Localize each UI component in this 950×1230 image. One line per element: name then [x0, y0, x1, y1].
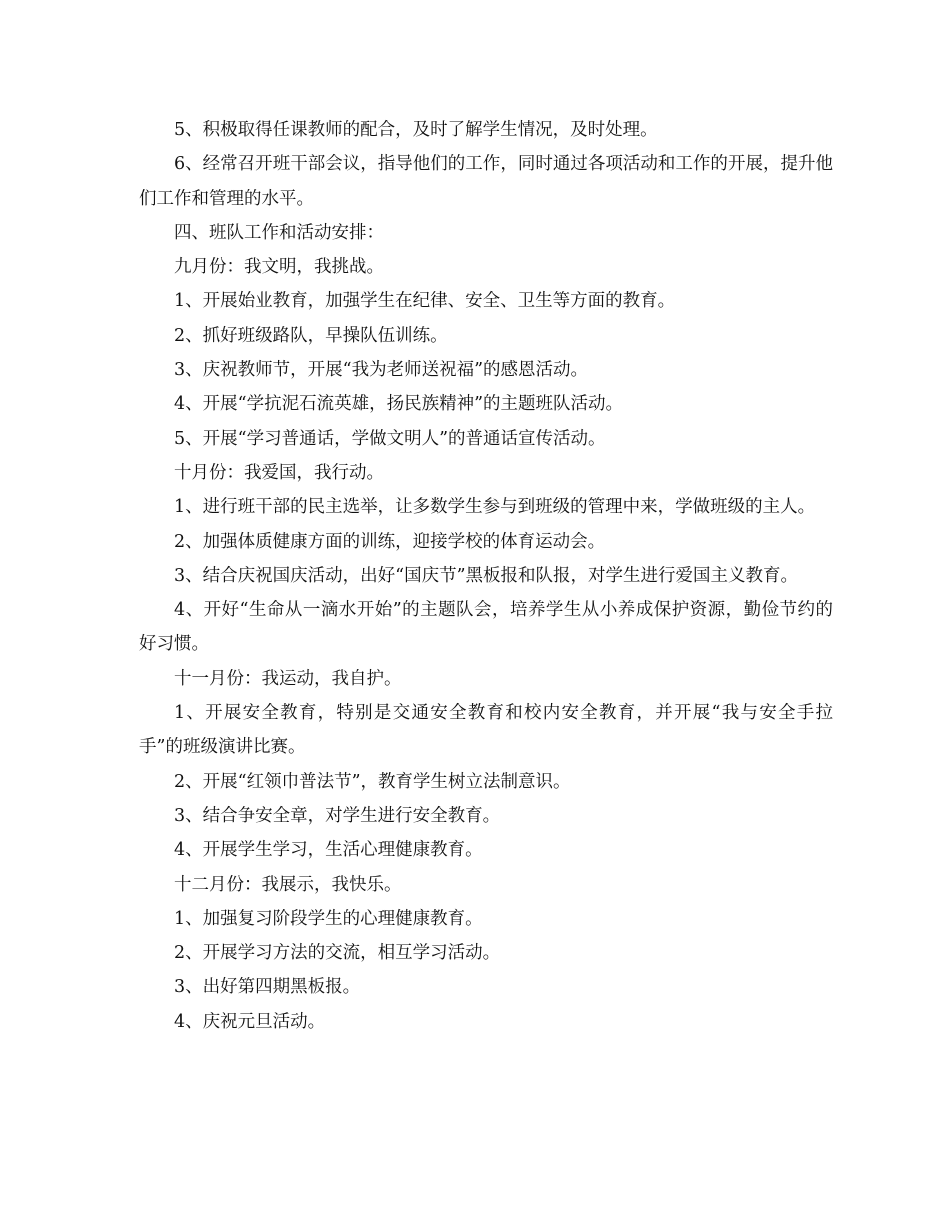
- month-heading-december: 十二月份：我展示，我快乐。: [174, 874, 402, 895]
- list-item: 1、进行班干部的民主选举，让多数学生参与到班级的管理中来，学做班级的主人。: [174, 497, 816, 518]
- list-item: 4、开展“学抗泥石流英雄，扬民族精神”的主题班队活动。: [174, 394, 624, 415]
- list-item: 3、出好第四期黑板报。: [174, 977, 361, 998]
- list-item: 2、加强体质健康方面的训练，迎接学校的体育运动会。: [174, 531, 606, 552]
- month-heading-october: 十月份：我爱国，我行动。: [174, 462, 384, 483]
- list-item: 4、庆祝元旦活动。: [174, 1011, 326, 1032]
- month-heading-november: 十一月份：我运动，我自护。: [174, 668, 402, 689]
- list-item: 1、开展始业教育，加强学生在纪律、安全、卫生等方面的教育。: [174, 291, 676, 312]
- list-item: 3、结合庆祝国庆活动，出好“国庆节”黑板报和队报，对学生进行爱国主义教育。: [174, 565, 799, 586]
- list-item: 3、结合争安全章，对学生进行安全教育。: [174, 805, 501, 826]
- list-item: 2、开展学习方法的交流，相互学习活动。: [174, 943, 501, 964]
- list-item: 1、加强复习阶段学生的心理健康教育。: [174, 908, 483, 929]
- paragraph: 5、积极取得任课教师的配合，及时了解学生情况，及时处理。: [174, 120, 658, 140]
- list-item: 4、开好“生命从一滴水开始”的主题队会，培养学生从小养成保护资源，勤俭节约的好习惯。: [139, 600, 833, 655]
- paragraph: 6、经常召开班干部会议，指导他们的工作，同时通过各项活动和工作的开展，提升他们工作和管理的水平。: [139, 154, 833, 209]
- list-item: 2、抓好班级路队，早操队伍训练。: [174, 325, 448, 346]
- list-item: 3、庆祝教师节，开展“我为老师送祝福”的感恩活动。: [174, 360, 589, 381]
- list-item: 4、开展学生学习，生活心理健康教育。: [174, 840, 483, 861]
- list-item: 2、开展“红领巾普法节”，教育学生树立法制意识。: [174, 771, 571, 792]
- month-heading-september: 九月份：我文明，我挑战。: [174, 257, 384, 278]
- document-body: [139, 113, 833, 1039]
- list-item: 5、开展“学习普通话，学做文明人”的普通话宣传活动。: [174, 428, 606, 449]
- list-item: 1、开展安全教育，特别是交通安全教育和校内安全教育，并开展“我与安全手拉手”的班级演讲比赛。: [139, 703, 833, 758]
- section-heading: 四、班队工作和活动安排：: [174, 222, 384, 243]
